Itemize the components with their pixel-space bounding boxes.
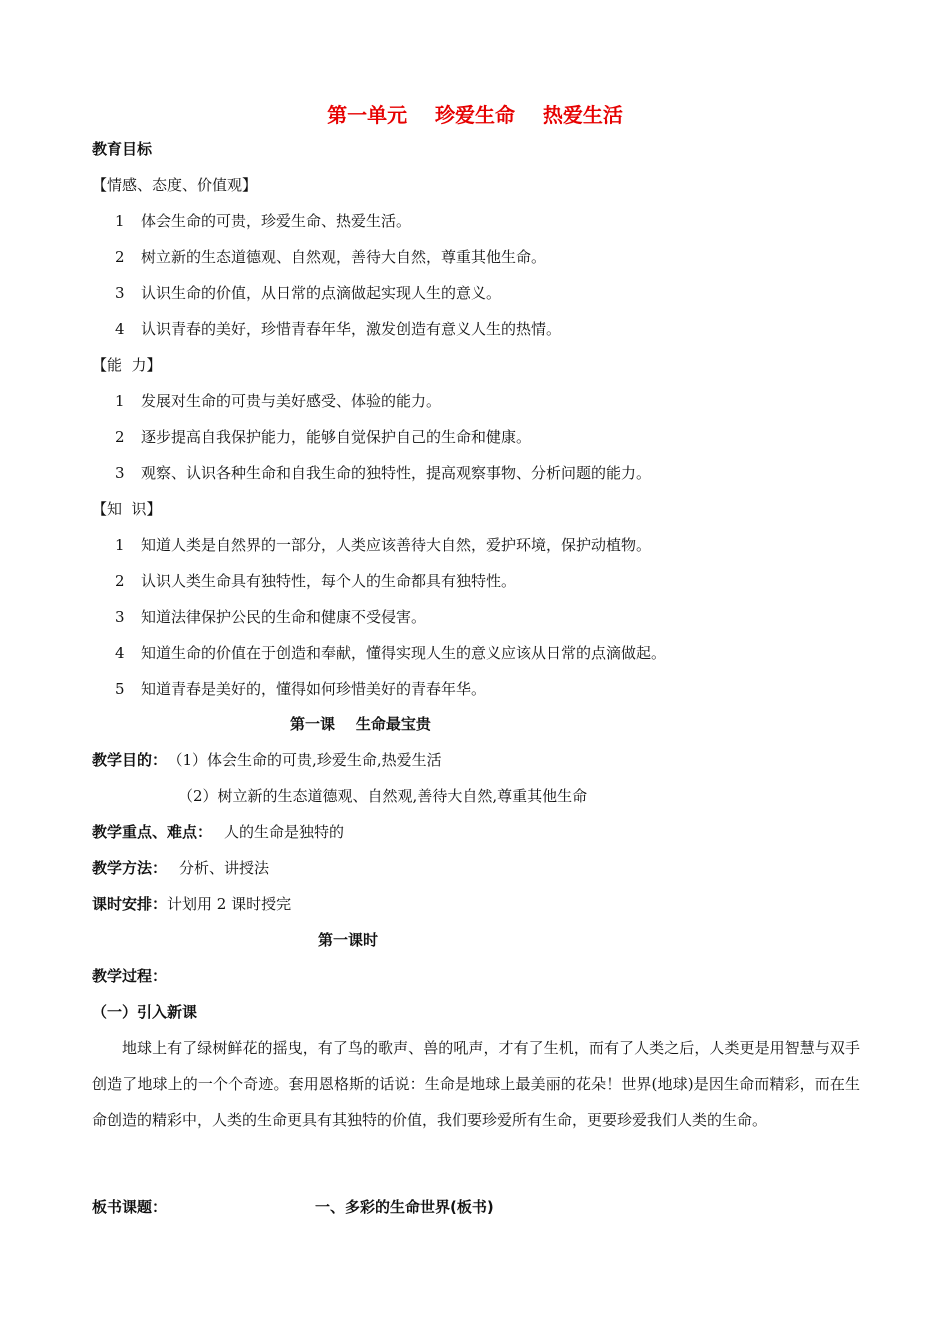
ability-item [115, 463, 651, 483]
knowledge-heading: 【知 识】 [92, 500, 162, 518]
item-number: 1 [115, 392, 125, 410]
teaching-keypoints [92, 822, 344, 842]
item-number: 1 [115, 536, 125, 554]
intro-heading: （一）引入新课 [92, 1003, 198, 1021]
lesson-schedule [92, 894, 291, 914]
emotion-item [115, 247, 546, 267]
period-title: 第一课时 [318, 931, 379, 949]
purpose-item-1: （1）体会生命的可贵,珍爱生命,热爱生活 [175, 751, 442, 769]
item-number: 5 [115, 680, 125, 698]
teaching-method [92, 858, 269, 878]
knowledge-item [115, 607, 426, 627]
emotion-item [115, 211, 411, 231]
item-text: 逐步提高自我保护能力，能够自觉保护自己的生命和健康。 [141, 428, 532, 446]
item-text: 认识人类生命具有独特性，每个人的生命都具有独特性。 [141, 572, 517, 590]
item-text: 发展对生命的可贵与美好感受、体验的能力。 [141, 392, 442, 410]
schedule-text: 计划用 2 课时授完 [167, 895, 292, 913]
keypoint-text: 人的生命是独特的 [224, 823, 345, 841]
knowledge-item [115, 535, 651, 555]
item-number: 3 [115, 608, 125, 626]
item-number: 4 [115, 320, 125, 338]
item-number: 3 [115, 284, 125, 302]
item-text: 观察、认识各种生命和自我生命的独特性，提高观察事物、分析问题的能力。 [141, 464, 652, 482]
item-text: 树立新的生态道德观、自然观，善待大自然，尊重其他生命。 [141, 248, 547, 266]
board-text: 一、多彩的生命世界(板书) [315, 1198, 494, 1216]
emotion-heading: 【情感、态度、价值观】 [92, 176, 258, 194]
intro-paragraph: 地球上有了绿树鲜花的摇曳，有了鸟的歌声、兽的吼声，才有了生机，而有了人类之后，人类更是用智慧与双手创造了地球上的一个个奇迹。套用恩格斯的话说：生命是地球上最美丽的花朵！世界(地球)是因生命而精彩，而在生命创造的精彩中，人类的生命更具有其独特的价值，我们要珍爱所有生命，更要珍爱我们人类的生命。 [92, 1039, 860, 1129]
teaching-purpose [92, 750, 442, 770]
item-text: 知道人类是自然界的一部分，人类应该善待大自然，爱护环境，保护动植物。 [141, 536, 652, 554]
item-number: 1 [115, 212, 125, 230]
unit-title: 第一单元 珍爱生命 热爱生活 [327, 103, 623, 127]
item-number: 3 [115, 464, 125, 482]
knowledge-item [115, 679, 486, 699]
item-text: 知道法律保护公民的生命和健康不受侵害。 [141, 608, 427, 626]
ability-item [115, 427, 531, 447]
ability-heading: 【能 力】 [92, 356, 162, 374]
item-number: 2 [115, 572, 125, 590]
section-goals-heading: 教育目标 [92, 140, 153, 158]
emotion-item [115, 319, 561, 339]
purpose-item-2: （2）树立新的生态道德观、自然观,善待大自然,尊重其他生命 [178, 787, 588, 805]
item-text: 认识青春的美好，珍惜青春年华，激发创造有意义人生的热情。 [141, 320, 562, 338]
process-label: 教学过程： [92, 967, 168, 985]
method-text: 分析、讲授法 [179, 859, 270, 877]
item-number: 2 [115, 428, 125, 446]
knowledge-item [115, 643, 666, 663]
method-label: 教学方法： [92, 859, 168, 877]
item-text: 认识生命的价值，从日常的点滴做起实现人生的意义。 [141, 284, 502, 302]
keypoint-label: 教学重点、难点： [92, 823, 213, 841]
item-number: 4 [115, 644, 125, 662]
emotion-item [115, 283, 501, 303]
item-text: 体会生命的可贵，珍爱生命、热爱生活。 [141, 212, 412, 230]
board-label: 板书课题： [92, 1198, 168, 1216]
item-text: 知道青春是美好的，懂得如何珍惜美好的青春年华。 [141, 680, 487, 698]
ability-item [115, 391, 441, 411]
knowledge-item [115, 571, 516, 591]
lesson-title: 第一课 生命最宝贵 [290, 715, 431, 733]
item-number: 2 [115, 248, 125, 266]
purpose-label: 教学目的： [92, 751, 168, 769]
item-text: 知道生命的价值在于创造和奉献，懂得实现人生的意义应该从日常的点滴做起。 [141, 644, 667, 662]
board-topic [92, 1197, 494, 1217]
schedule-label: 课时安排： [92, 895, 168, 913]
